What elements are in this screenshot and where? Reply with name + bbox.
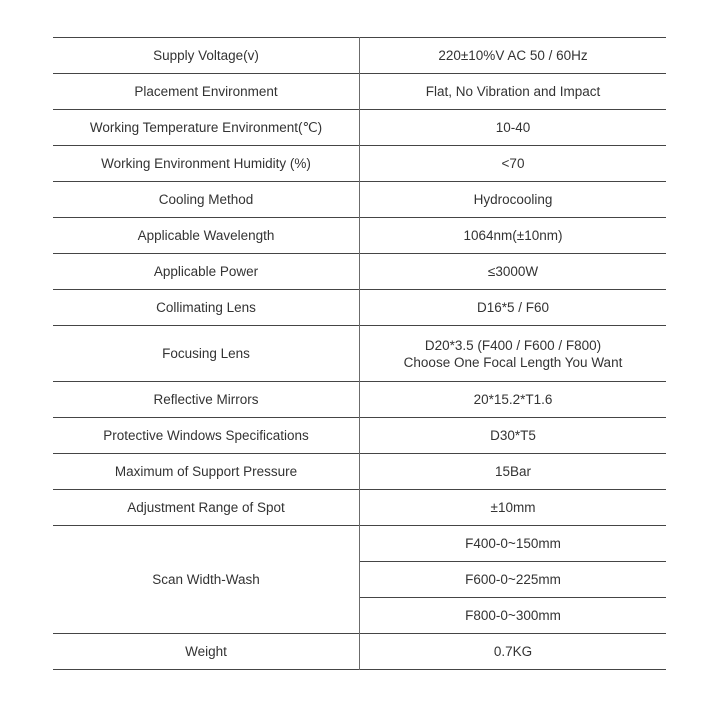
table-row <box>53 326 666 382</box>
spec-value-cell <box>360 326 667 382</box>
table-row <box>53 290 666 326</box>
spec-table <box>53 37 666 670</box>
table-row <box>53 634 666 670</box>
spec-label-cell: Working Temperature Environment(℃) <box>53 110 360 146</box>
table-row <box>53 218 666 254</box>
spec-value-cell: 1064nm(±10nm) <box>360 218 667 254</box>
spec-value-cell: F400-0~150mm <box>360 526 667 562</box>
spec-label-cell: Supply Voltage(v) <box>53 38 360 74</box>
table-row <box>53 182 666 218</box>
spec-label-cell: Weight <box>53 634 360 670</box>
table-row <box>53 38 666 74</box>
table-row <box>53 146 666 182</box>
spec-label-cell: Adjustment Range of Spot <box>53 490 360 526</box>
spec-label-cell: Maximum of Support Pressure <box>53 454 360 490</box>
spec-value-line: D20*3.5 (F400 / F600 / F800) <box>424 337 602 353</box>
spec-label-cell: Focusing Lens <box>53 326 360 382</box>
spec-label-cell: Scan Width-Wash <box>53 526 360 634</box>
table-row <box>53 110 666 146</box>
spec-label-cell: Reflective Mirrors <box>53 382 360 418</box>
table-row <box>53 526 666 562</box>
table-row <box>53 254 666 290</box>
spec-value-cell: 0.7KG <box>360 634 667 670</box>
table-row <box>53 418 666 454</box>
spec-label-cell: Protective Windows Specifications <box>53 418 360 454</box>
spec-value-cell: <70 <box>360 146 667 182</box>
spec-value-cell: D16*5 / F60 <box>360 290 667 326</box>
spec-label-cell: Collimating Lens <box>53 290 360 326</box>
table-row <box>53 490 666 526</box>
spec-value-cell: 10-40 <box>360 110 667 146</box>
table-row <box>53 74 666 110</box>
spec-label-cell: Placement Environment <box>53 74 360 110</box>
spec-label-cell: Cooling Method <box>53 182 360 218</box>
spec-value-cell: 220±10%V AC 50 / 60Hz <box>438 48 588 63</box>
spec-value-cell: ±10mm <box>360 490 667 526</box>
spec-label-cell: Applicable Wavelength <box>53 218 360 254</box>
table-row <box>53 454 666 490</box>
spec-value-cell: F600-0~225mm <box>360 562 667 598</box>
spec-value-line: Choose One Focal Length You Want <box>403 354 623 370</box>
spec-label-cell: Applicable Power <box>53 254 360 290</box>
table-row <box>53 382 666 418</box>
spec-value-cell: Flat, No Vibration and Impact <box>360 74 667 110</box>
spec-label-cell: Working Environment Humidity (%) <box>53 146 360 182</box>
spec-value-cell: D30*T5 <box>360 418 667 454</box>
spec-value-cell: Hydrocooling <box>360 182 667 218</box>
spec-value-cell: 15Bar <box>360 454 667 490</box>
spec-value-cell: 20*15.2*T1.6 <box>360 382 667 418</box>
spec-value-cell: ≤3000W <box>360 254 667 290</box>
spec-value-cell: F800-0~300mm <box>360 598 667 634</box>
